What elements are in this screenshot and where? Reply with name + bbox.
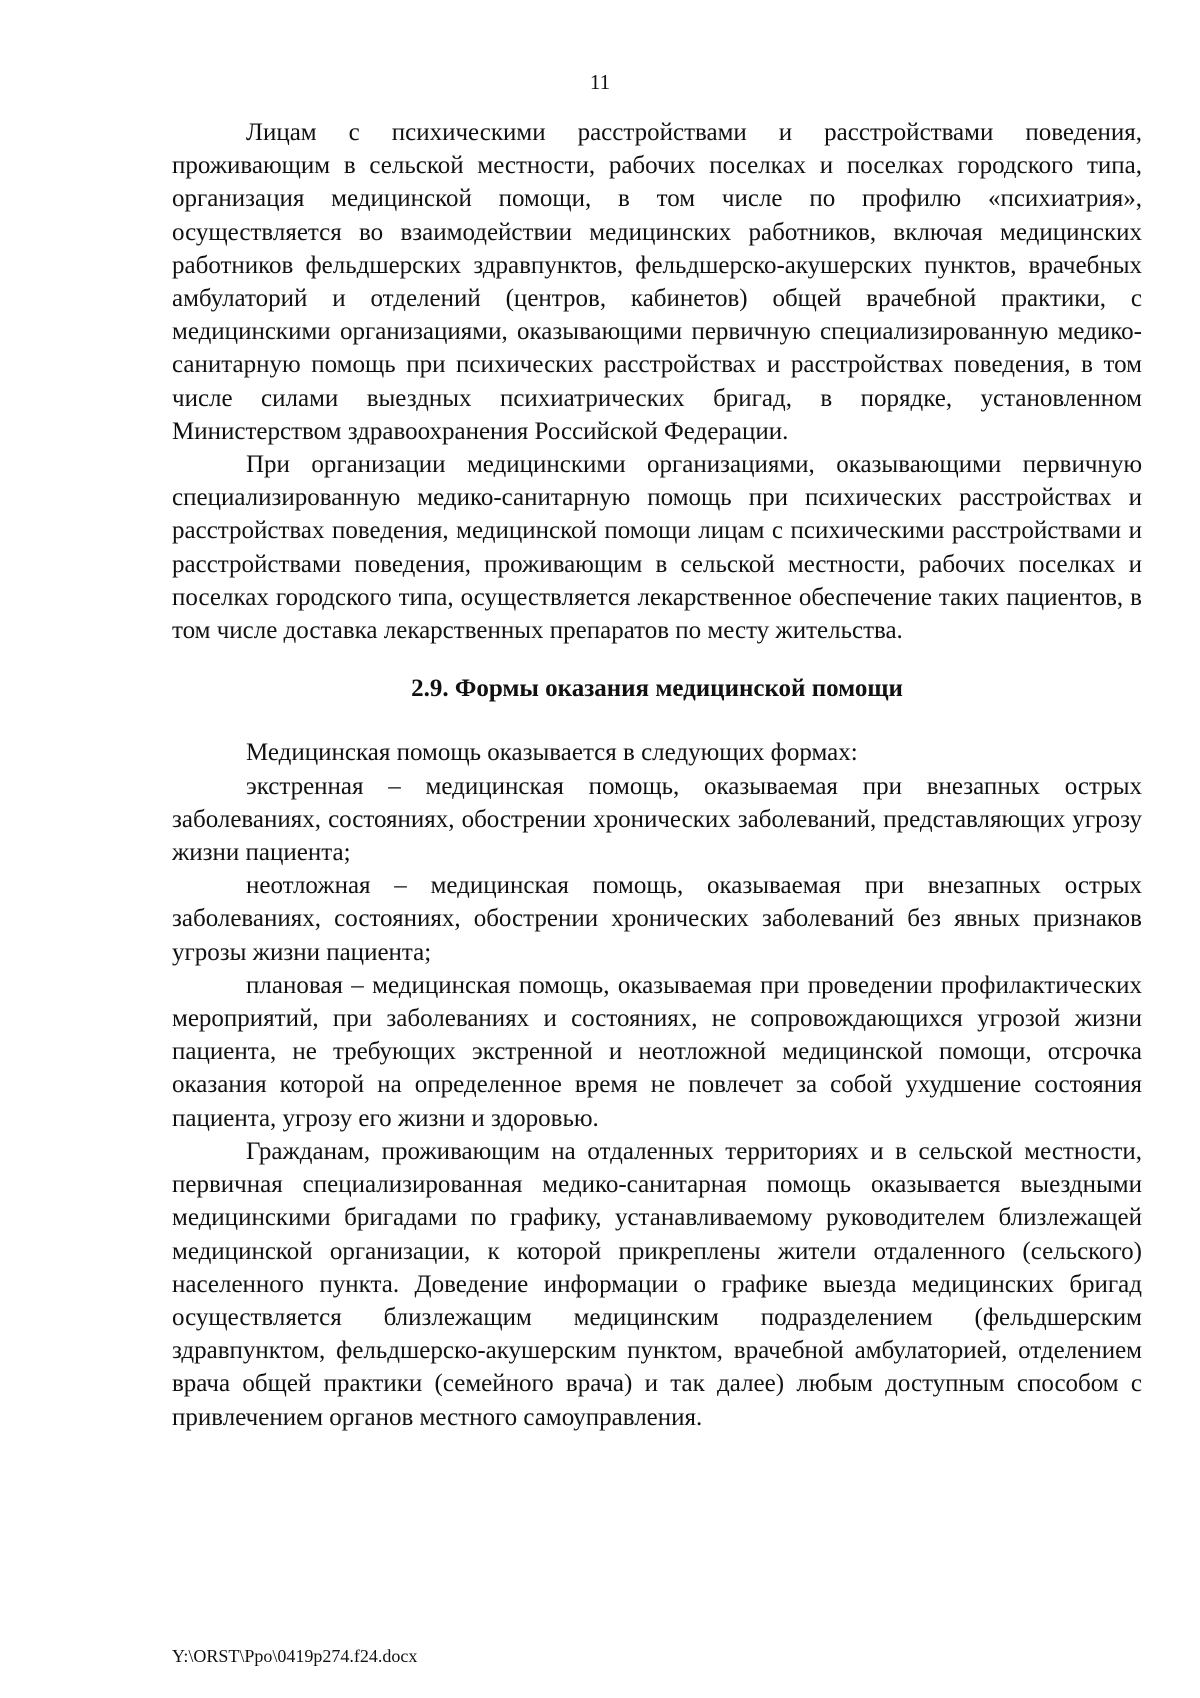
document-body bbox=[172, 116, 1142, 1434]
page-number: 11 bbox=[589, 70, 611, 94]
footer-file-path: Y:\ORST\Ppo\0419p274.f24.docx bbox=[172, 1646, 418, 1666]
paragraph-urgent-form: неотложная – медицинская помощь, оказываемая при внезапных острых заболеваниях, состояниях, обострении хронических заболеваний без явных признаков угрозы жизни пациента; bbox=[172, 872, 1142, 966]
paragraph-planned-form: плановая – медицинская помощь, оказываемая при проведении профилактических мероприятий, при заболеваниях и состояниях, не сопровождающихся угрозой жизни пациента, не требующих экстренной и неотложной медицинской помощи, отсрочка оказания которой на определенное время не повлечет за собой ухудшение состояния пациента, угрозу его жизни и здоровью. bbox=[172, 971, 1142, 1132]
section-heading: 2.9. Формы оказания медицинской помощи bbox=[411, 675, 903, 703]
paragraph-forms-intro: Медицинская помощь оказывается в следующих формах: bbox=[246, 739, 858, 767]
paragraph-psychiatric-rural-care: Лицам с психическими расстройствами и расстройствами поведения, проживающим в сельской местности, рабочих поселках и поселках городского типа, организация медицинской помощи, в том числе по профилю «психиатрия», осуществляется во взаимодействии медицинских работников, включая медицинских работников фельдшерских здравпунктов, фельдшерско-акушерских пунктов, врачебных амбулаторий и отделений (центров, кабинетов) общей врачебной практики, с медицинскими организациями, оказывающими первичную специализированную медико-санитарную помощь при психических расстройствах и расстройствах поведения, в том числе силами выездных психиатрических бригад, в порядке, установленном Министерством здравоохранения Российской Федерации. bbox=[172, 119, 1142, 445]
paragraph-remote-territories: Гражданам, проживающим на отдаленных территориях и в сельской местности, первичная специализированная медико-санитарная помощь оказывается выездными медицинскими бригадами по графику, устанавливаемому руководителем близлежащей медицинской организации, к которой прикреплены жители отдаленного (сельского) населенного пункта. Доведение информации о графике выезда медицинских бригад осуществляется близлежащим медицинским подразделением (фельдшерским здравпунктом, фельдшерско-акушерским пунктом, врачебной амбулаторией, отделением врача общей практики (семейного врача) и так далее) любым доступным способом с привлечением органов местного самоуправления. bbox=[172, 1137, 1142, 1431]
paragraph-emergency-form: экстренная – медицинская помощь, оказываемая при внезапных острых заболеваниях, состояниях, обострении хронических заболеваний, представляющих угрозу жизни пациента; bbox=[172, 772, 1142, 867]
paragraph-drug-supply: При организации медицинскими организациями, оказывающими первичную специализированную медико-санитарную помощь при психических расстройствах и расстройствах поведения, медицинской помощи лицам с психическими расстройствами и расстройствами поведения, проживающим в сельской местности, рабочих поселках и поселках городского типа, осуществляется лекарственное обеспечение таких пациентов, в том числе доставка лекарственных препаратов по месту жительства. bbox=[172, 451, 1142, 645]
